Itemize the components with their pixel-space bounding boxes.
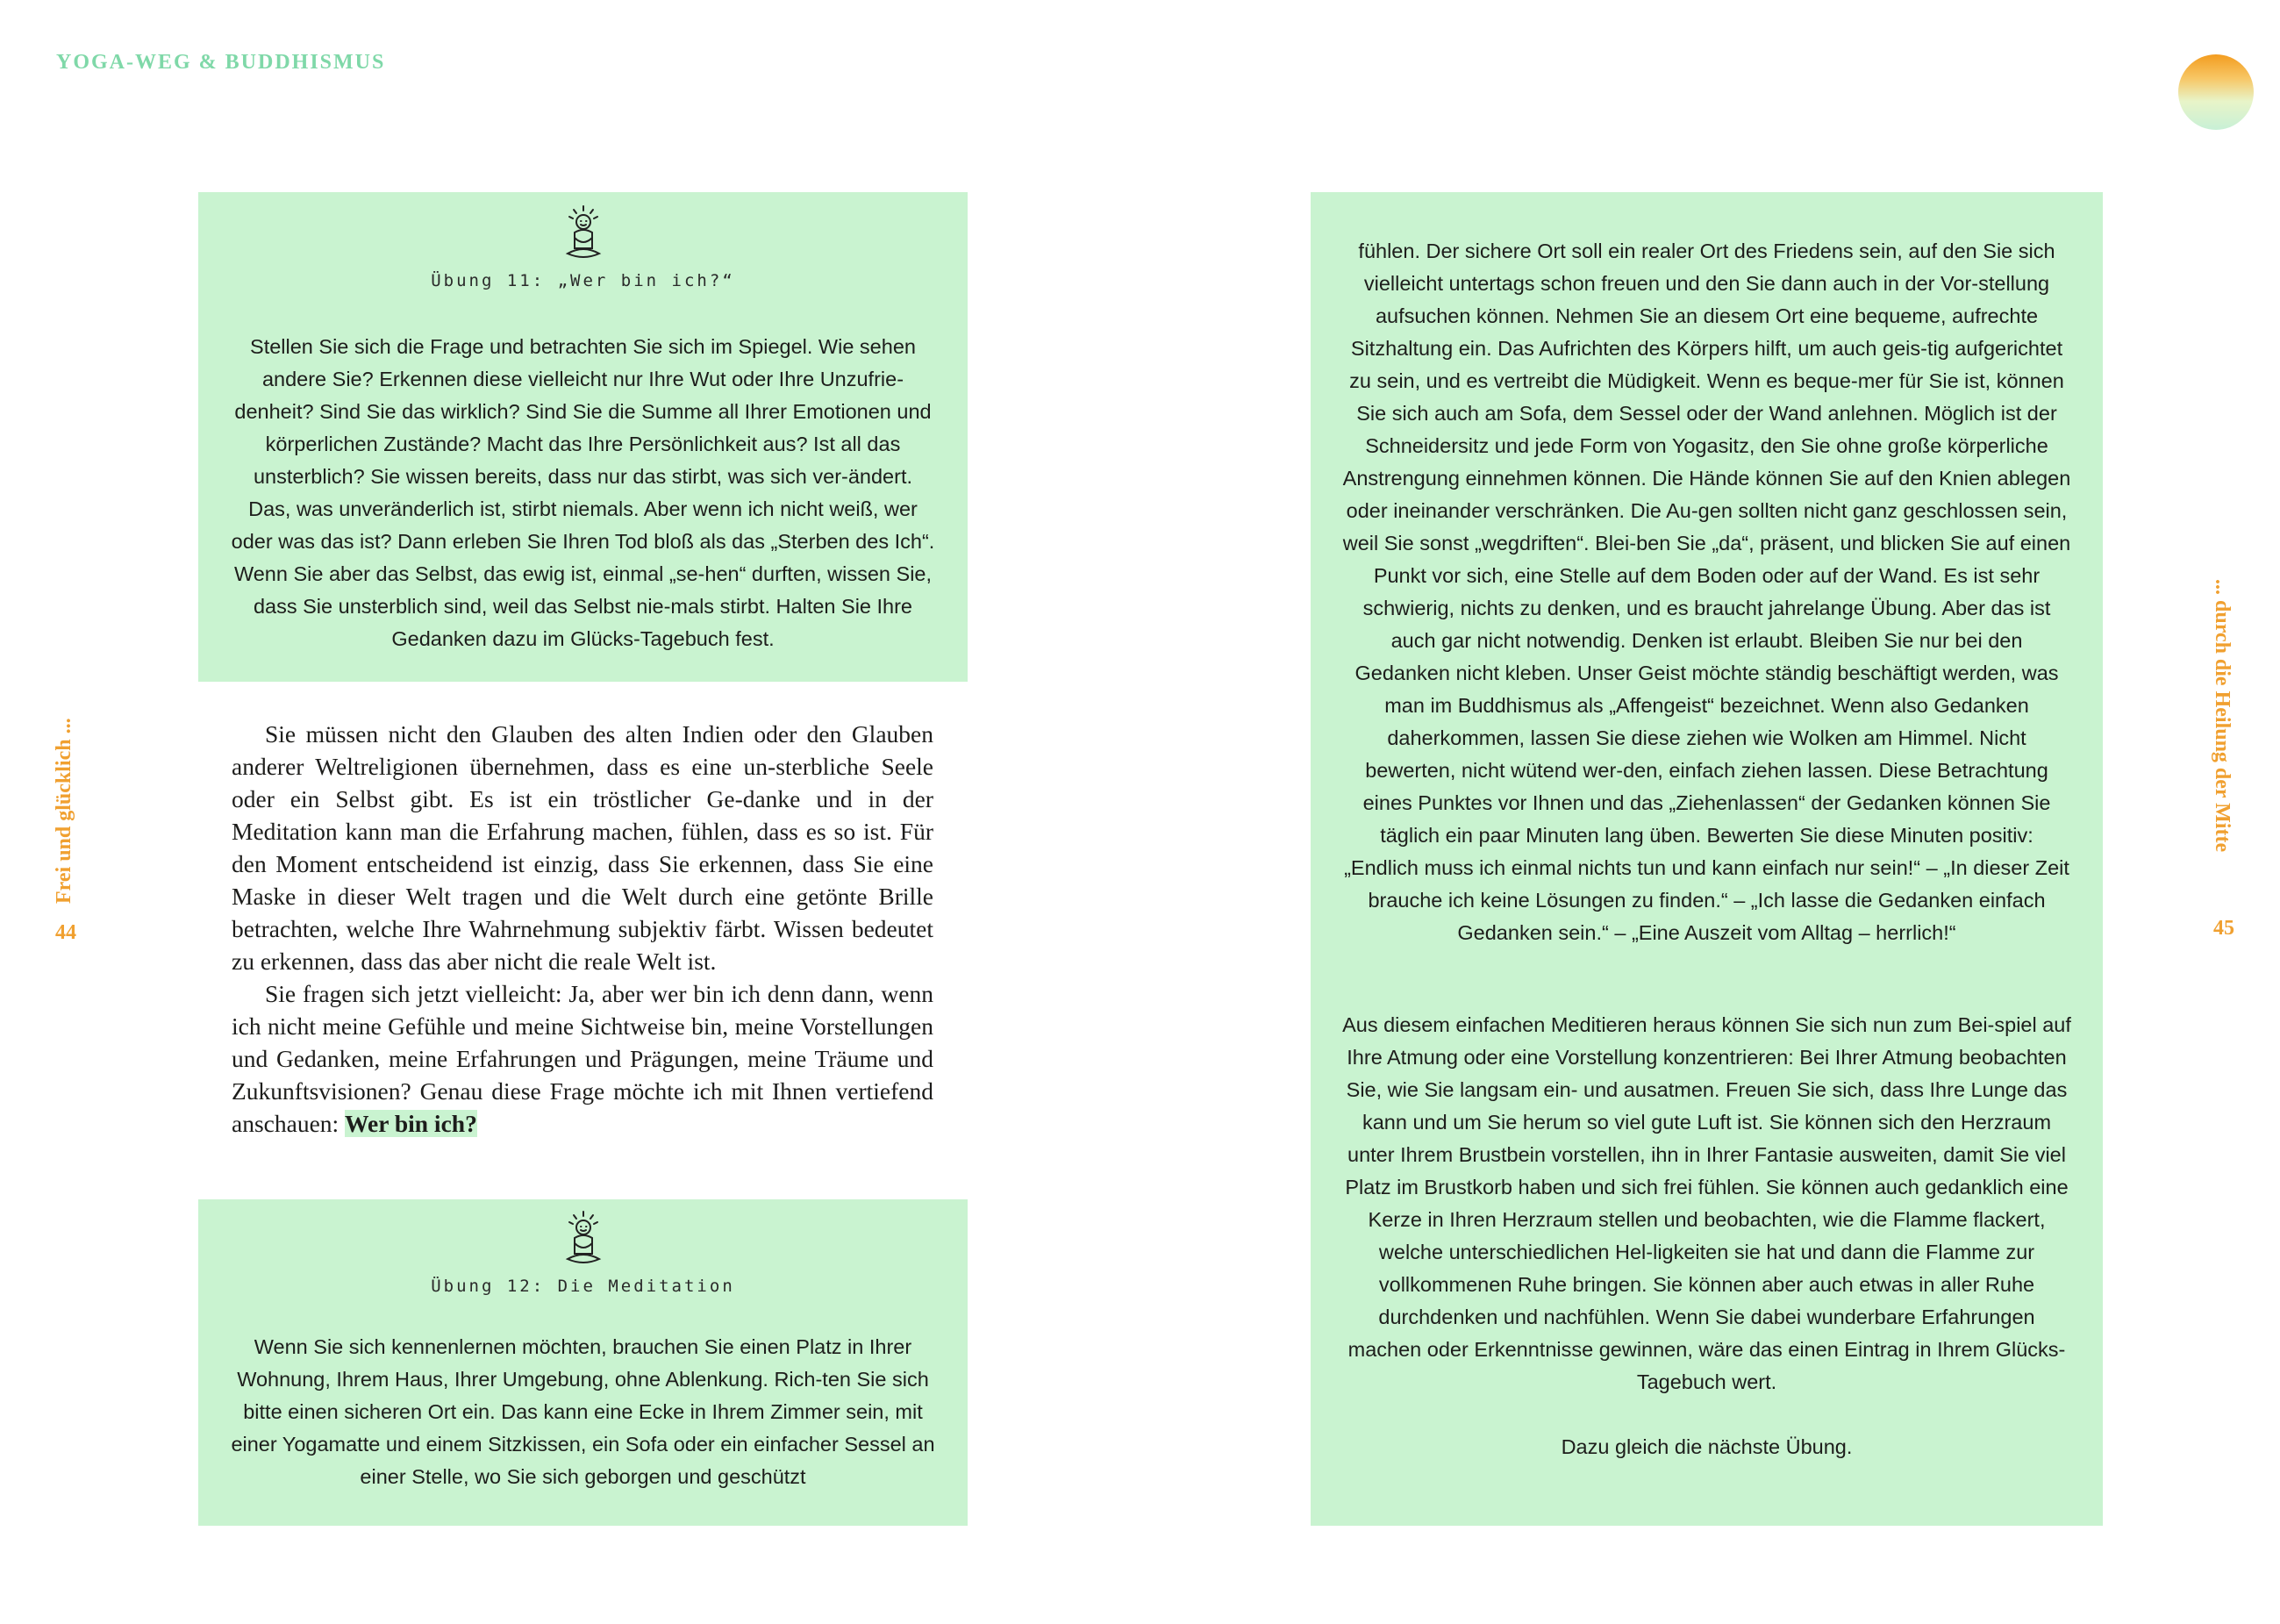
exercise-12-title: Übung 12: Die Meditation [431, 1277, 735, 1296]
left-body-text [232, 718, 933, 1140]
exercise-11-title: Übung 11: „Wer bin ich?“ [431, 271, 735, 290]
left-side-title: Frei und glücklich ... [53, 718, 75, 904]
highlight-question: Wer bin ich? [345, 1110, 477, 1137]
right-text-3: Dazu gleich die nächste Übung. [1561, 1435, 1853, 1458]
body-paragraph-1: Sie müssen nicht den Glauben des alten Indien oder den Glauben anderer Weltreligionen übernehmen, dass es eine un-sterbliche Seele oder ein Selbst gibt. Es ist ein tröstlicher Ge-danke und in der Meditation kann man die Erfahrung machen, fühlen, dass es so ist. Für den Moment entscheidend ist einzig, dass Sie erkennen, dass Sie eine Maske in dieser Welt tragen und die Welt durch eine getönte Brille betrachten, welche Ihre Wahrnehmung subjektiv färbt. Wissen bedeutet zu erkennen, dass das aber nicht die reale Welt ist. [232, 720, 933, 975]
body-paragraph-2-text: Sie fragen sich jetzt vielleicht: Ja, aber wer bin ich denn dann, wenn ich nicht meine Gefühle und meine Sichtweise bin, meine Vorstellungen und Gedanken, meine Erfahrungen und Prägungen, meine Träume und Zukunftsvisionen? Genau diese Frage möchte ich mit Ihnen vertiefend anschauen: [232, 980, 933, 1137]
exercise-12-box [198, 1199, 968, 1526]
body-paragraph-2 [232, 977, 933, 1140]
meditating-person-icon [562, 204, 604, 262]
exercise-12-text: Wenn Sie sich kennenlernen möchten, brauchen Sie einen Platz in Ihrer Wohnung, Ihrem Haus, Ihrer Umgebung, ohne Ablenkung. Rich-ten Sie sich bitte einen sicheren Ort ein. Das kann eine Ecke in Ihrem Zimmer sein, mit einer Yogamatte und einem Sitzkissen, ein Sofa oder ein einfacher Sessel an einer Stelle, wo Sie sich geborgen und geschützt [231, 1335, 935, 1488]
running-header: YOGA-WEG & BUDDHISMUS [56, 51, 386, 74]
left-page-number: 44 [55, 921, 76, 944]
right-text-1: fühlen. Der sichere Ort soll ein realer Ort des Friedens sein, auf den Sie sich vielleicht untertags schon freuen und den Sie dann auch in der Vor-stellung aufsuchen können. Nehmen Sie an diesem Ort eine bequeme, aufrechte Sitzhaltung ein. Das Aufrichten des Körpers hilft, um auch geis-tig aufgerichtet zu sein, und es vertreibt die Müdigkeit. Wenn es beque-mer für Sie ist, können Sie sich auch am Sofa, dem Sessel oder der Wand anlehnen. Möglich ist der Schneidersitz und jede Form von Yogasitz, den Sie ohne große körperliche Anstrengung einnehmen können. Die Hände können Sie auf den Knien ablegen oder ineinander verschränken. Die Au-gen sollten nicht ganz geschlossen sein, weil Sie sonst „wegdriften“. Blei-ben Sie „da“, präsent, und blicken Sie auf einen Punkt vor sich, eine Stelle auf dem Boden oder auf der Wand. Es ist sehr schwierig, nichts zu denken, und es braucht jahrelange Übung. Aber das ist auch gar nicht notwendig. Denken ist erlaubt. Bleiben Sie nur bei den Gedanken nicht kleben. Unser Geist möchte ständig beschäftigt werden, was man im Buddhismus als „Affengeist“ bezeichnet. Wenn also Gedanken daherkommen, lassen Sie diese ziehen wie Wolken am Himmel. Nicht bewerten, nicht wütend wer-den, einfach ziehen lassen. Diese Betrachtung eines Punktes vor Ihnen und das „Ziehenlassen“ der Gedanken können Sie täglich ein paar Minuten lang üben. Bewerten Sie diese Minuten positiv: „Endlich muss ich einmal nichts tun und kann einfach nur sein!“ – „In dieser Zeit brauche ich keine Lösungen zu finden.“ – „Ich lasse die Gedanken einfach Gedanken sein.“ – „Eine Auszeit vom Alltag – herrlich!“ [1342, 240, 2071, 944]
right-side-title: ... durch die Heilung der Mitte [2211, 579, 2234, 853]
right-text-2: Aus diesem einfachen Meditieren heraus können Sie sich nun zum Bei-spiel auf Ihre Atmung oder eine Vorstellung konzentrieren: Bei Ihrer Atmung beobachten Sie, wie Sie langsam ein- und ausatmen. Freuen Sie sich, dass Ihre Lunge das kann und um Sie herum so viel gute Luft ist. Sie können sich den Herzraum unter Ihrem Brustbein vorstellen, ihn in Ihrer Fantasie ausweiten, damit Sie viel Platz im Brustkorb haben und sich frei fühlen. Sie können auch gedanklich eine Kerze in Ihren Herzraum stellen und beobachten, wie die Flamme flackert, welche unterschiedlichen Hel-ligkeiten sie hat und dann die Flamme zur vollkommenen Ruhe bringen. Sie können aber auch etwas in aller Ruhe durchdenken und nachfühlen. Wenn Sie dabei wunderbare Erfahrungen machen oder Erkenntnisse gewinnen, wäre das einen Eintrag in Ihrem Glücks-Tagebuch wert. [1342, 1013, 2071, 1393]
exercise-11-text: Stellen Sie sich die Frage und betrachten Sie sich im Spiegel. Wie sehen andere Sie? Erkennen diese vielleicht nur Ihre Wut oder Ihre Unzufrie-denheit? Sind Sie das wirklich? Sind Sie die Summe all Ihrer Emotionen und körperlichen Zustände? Macht das Ihre Persönlichkeit aus? Ist all das unsterblich? Sie wissen bereits, dass nur das stirbt, was sich ver-ändert. Das, was unveränderlich ist, stirbt niemals. Aber wenn ich nicht weiß, wer oder was das ist? Dann erleben Sie Ihren Tod bloß als das „Sterben des Ich“. Wenn Sie aber das Selbst, das ewig ist, einmal „se-hen“ durften, wissen Sie, dass Sie unsterblich sind, weil das Selbst nie-mals stirbt. Halten Sie Ihre Gedanken dazu im Glücks-Tagebuch fest. [231, 335, 935, 650]
meditating-person-icon [562, 1210, 604, 1268]
exercise-12-continued-box [1311, 192, 2103, 1526]
exercise-11-box [198, 192, 968, 682]
sun-gradient-icon [2178, 54, 2254, 130]
right-page-number: 45 [2213, 917, 2234, 940]
